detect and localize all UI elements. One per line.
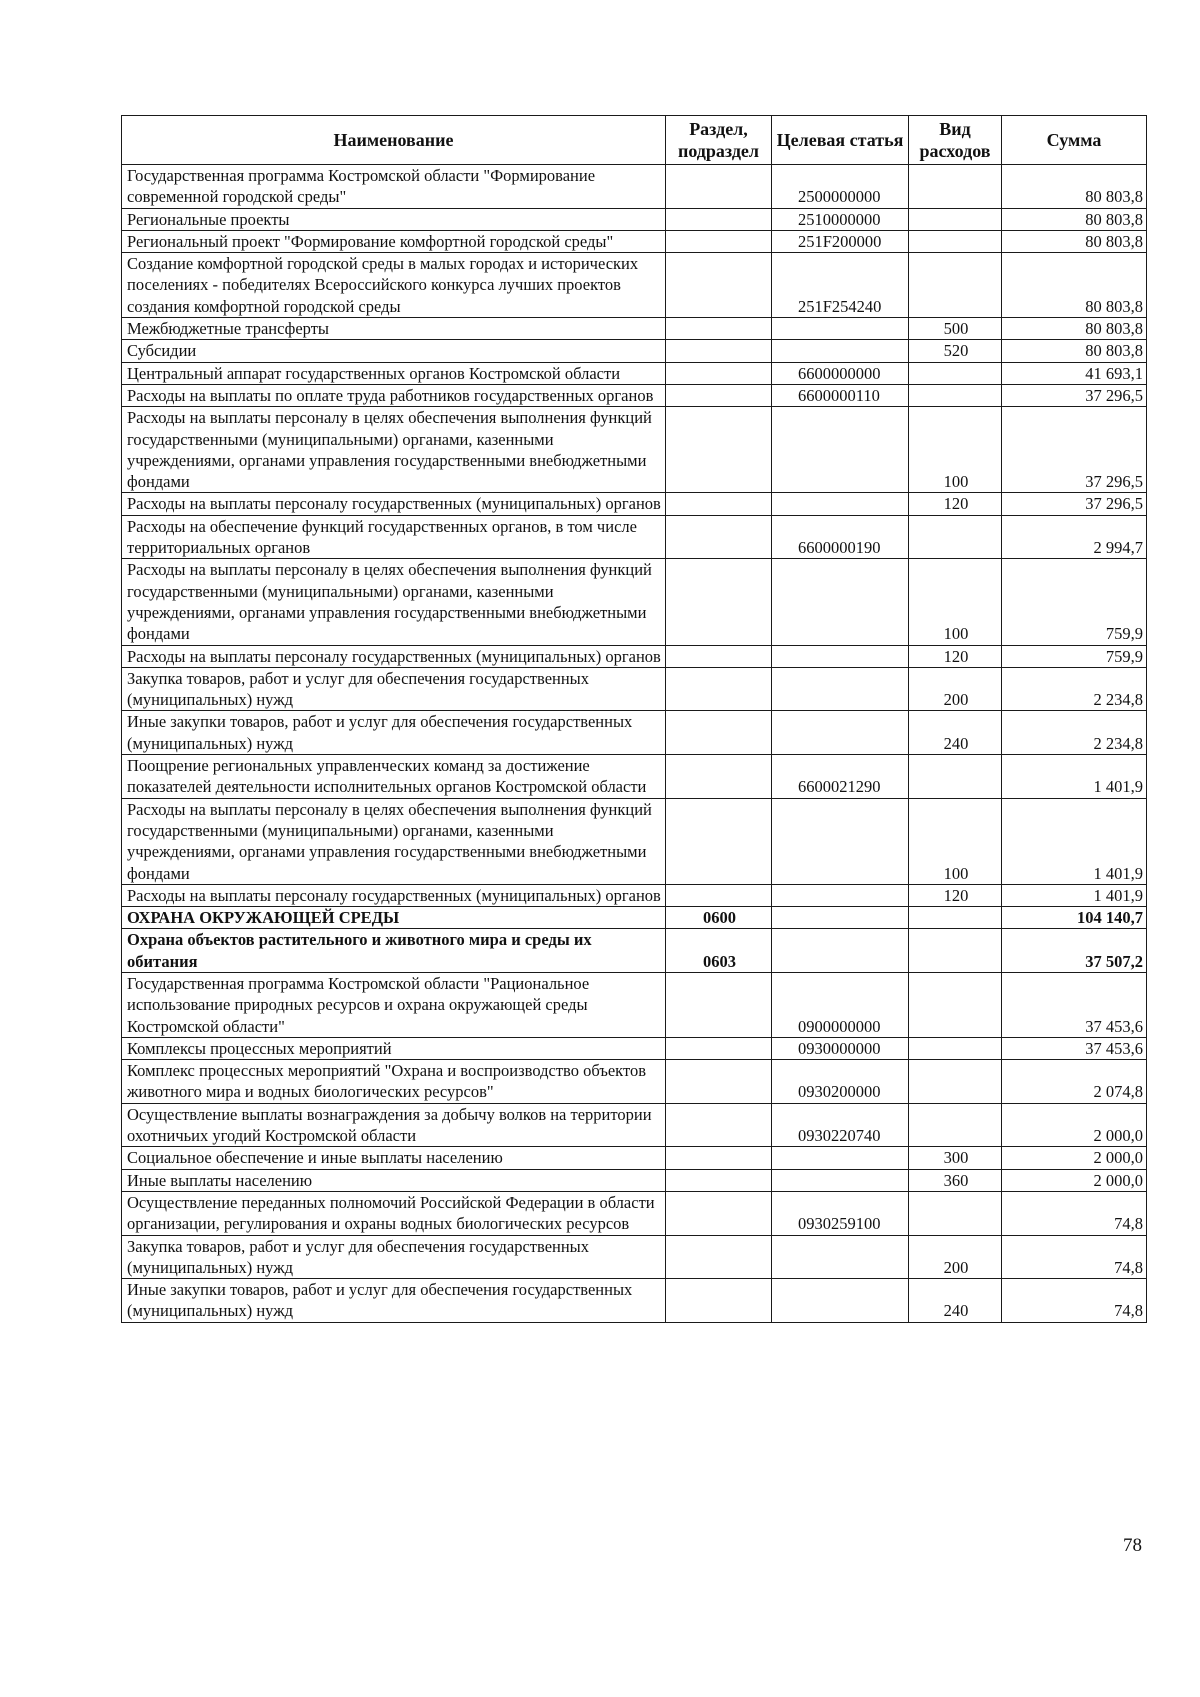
header-row bbox=[122, 116, 1147, 165]
table-row bbox=[122, 711, 1147, 755]
row-target bbox=[772, 318, 909, 340]
row-name: Комплекс процессных мероприятий "Охрана и воспроизводство объектов животного мира и водных биологических ресурсов" bbox=[122, 1060, 666, 1104]
table-row bbox=[122, 1279, 1147, 1323]
row-section: 0603 bbox=[666, 929, 772, 973]
row-section bbox=[666, 972, 772, 1037]
table-row bbox=[122, 493, 1147, 515]
row-target: 6600021290 bbox=[772, 755, 909, 799]
row-kind bbox=[909, 165, 1002, 209]
row-name: Региональные проекты bbox=[122, 208, 666, 230]
budget-table bbox=[121, 115, 1147, 1323]
row-section bbox=[666, 165, 772, 209]
row-kind bbox=[909, 362, 1002, 384]
row-target bbox=[772, 798, 909, 884]
row-target: 0930220740 bbox=[772, 1103, 909, 1147]
table-row bbox=[122, 929, 1147, 973]
row-sum: 74,8 bbox=[1002, 1235, 1147, 1279]
row-target bbox=[772, 1279, 909, 1323]
row-section bbox=[666, 884, 772, 906]
row-name: Иные закупки товаров, работ и услуг для обеспечения государственных (муниципальных) нужд bbox=[122, 1279, 666, 1323]
row-target: 6600000110 bbox=[772, 384, 909, 406]
row-target: 6600000000 bbox=[772, 362, 909, 384]
row-sum: 2 000,0 bbox=[1002, 1147, 1147, 1169]
row-section: 0600 bbox=[666, 907, 772, 929]
row-target bbox=[772, 907, 909, 929]
table-row bbox=[122, 340, 1147, 362]
row-target bbox=[772, 407, 909, 493]
table-row bbox=[122, 515, 1147, 559]
row-kind: 200 bbox=[909, 667, 1002, 711]
row-section bbox=[666, 515, 772, 559]
table-row bbox=[122, 253, 1147, 318]
row-section bbox=[666, 559, 772, 645]
row-sum: 1 401,9 bbox=[1002, 884, 1147, 906]
row-target bbox=[772, 1147, 909, 1169]
row-name: Создание комфортной городской среды в малых городах и исторических поселениях - победителях Всероссийского конкурса лучших проектов создания комфортной городской среды bbox=[122, 253, 666, 318]
row-kind: 500 bbox=[909, 318, 1002, 340]
row-kind: 360 bbox=[909, 1169, 1002, 1191]
row-sum: 104 140,7 bbox=[1002, 907, 1147, 929]
row-kind: 240 bbox=[909, 711, 1002, 755]
row-kind: 120 bbox=[909, 493, 1002, 515]
row-sum: 74,8 bbox=[1002, 1279, 1147, 1323]
row-kind bbox=[909, 1191, 1002, 1235]
row-section bbox=[666, 318, 772, 340]
row-sum: 2 000,0 bbox=[1002, 1169, 1147, 1191]
row-sum: 1 401,9 bbox=[1002, 755, 1147, 799]
row-target: 251F200000 bbox=[772, 230, 909, 252]
row-kind: 120 bbox=[909, 645, 1002, 667]
row-name: ОХРАНА ОКРУЖАЮЩЕЙ СРЕДЫ bbox=[122, 907, 666, 929]
row-kind bbox=[909, 1060, 1002, 1104]
row-sum: 2 234,8 bbox=[1002, 667, 1147, 711]
table-row bbox=[122, 230, 1147, 252]
row-name: Расходы на выплаты персоналу государственных (муниципальных) органов bbox=[122, 493, 666, 515]
table-row bbox=[122, 165, 1147, 209]
row-kind bbox=[909, 208, 1002, 230]
table-row bbox=[122, 798, 1147, 884]
header-target: Целевая статья bbox=[772, 116, 909, 165]
row-section bbox=[666, 340, 772, 362]
row-target bbox=[772, 929, 909, 973]
row-kind bbox=[909, 972, 1002, 1037]
row-sum: 37 296,5 bbox=[1002, 493, 1147, 515]
row-target bbox=[772, 645, 909, 667]
row-target bbox=[772, 711, 909, 755]
row-name: Расходы на выплаты персоналу государственных (муниципальных) органов bbox=[122, 645, 666, 667]
row-name: Поощрение региональных управленческих команд за достижение показателей деятельности исполнительных органов Костромской области bbox=[122, 755, 666, 799]
row-sum: 2 074,8 bbox=[1002, 1060, 1147, 1104]
row-section bbox=[666, 1060, 772, 1104]
header-sum: Сумма bbox=[1002, 116, 1147, 165]
row-target bbox=[772, 493, 909, 515]
row-name: Осуществление переданных полномочий Российской Федерации в области организации, регулирования и охраны водных биологических ресурсов bbox=[122, 1191, 666, 1235]
row-target bbox=[772, 1169, 909, 1191]
row-section bbox=[666, 1191, 772, 1235]
row-sum: 37 507,2 bbox=[1002, 929, 1147, 973]
row-name: Межбюджетные трансферты bbox=[122, 318, 666, 340]
row-sum: 80 803,8 bbox=[1002, 208, 1147, 230]
row-name: Расходы на выплаты персоналу государственных (муниципальных) органов bbox=[122, 884, 666, 906]
row-kind bbox=[909, 1037, 1002, 1059]
row-name: Охрана объектов растительного и животного мира и среды их обитания bbox=[122, 929, 666, 973]
row-target: 0900000000 bbox=[772, 972, 909, 1037]
row-sum: 2 000,0 bbox=[1002, 1103, 1147, 1147]
row-sum: 80 803,8 bbox=[1002, 340, 1147, 362]
row-kind: 300 bbox=[909, 1147, 1002, 1169]
row-sum: 80 803,8 bbox=[1002, 230, 1147, 252]
header-section: Раздел, подраздел bbox=[666, 116, 772, 165]
row-kind bbox=[909, 230, 1002, 252]
row-name: Социальное обеспечение и иные выплаты населению bbox=[122, 1147, 666, 1169]
row-sum: 1 401,9 bbox=[1002, 798, 1147, 884]
table-row bbox=[122, 972, 1147, 1037]
row-section bbox=[666, 1235, 772, 1279]
table-row bbox=[122, 318, 1147, 340]
table-row bbox=[122, 1235, 1147, 1279]
row-target: 2510000000 bbox=[772, 208, 909, 230]
row-target: 0930000000 bbox=[772, 1037, 909, 1059]
row-kind bbox=[909, 1103, 1002, 1147]
row-name: Расходы на выплаты персоналу в целях обеспечения выполнения функций государственными (муниципальными) органами, казенными учреждениями, органами управления государственными внебюджетными фондами bbox=[122, 798, 666, 884]
row-name: Закупка товаров, работ и услуг для обеспечения государственных (муниципальных) нужд bbox=[122, 1235, 666, 1279]
row-section bbox=[666, 667, 772, 711]
table-row bbox=[122, 1147, 1147, 1169]
row-kind bbox=[909, 384, 1002, 406]
row-target: 0930259100 bbox=[772, 1191, 909, 1235]
row-name: Государственная программа Костромской области "Рациональное использование природных ресурсов и охрана окружающей среды Костромской области" bbox=[122, 972, 666, 1037]
table-row bbox=[122, 884, 1147, 906]
row-section bbox=[666, 230, 772, 252]
row-name: Центральный аппарат государственных органов Костромской области bbox=[122, 362, 666, 384]
row-name: Расходы на выплаты по оплате труда работников государственных органов bbox=[122, 384, 666, 406]
row-kind bbox=[909, 907, 1002, 929]
table-row bbox=[122, 1103, 1147, 1147]
row-kind bbox=[909, 755, 1002, 799]
row-kind: 100 bbox=[909, 559, 1002, 645]
row-target bbox=[772, 667, 909, 711]
row-name: Закупка товаров, работ и услуг для обеспечения государственных (муниципальных) нужд bbox=[122, 667, 666, 711]
table-row bbox=[122, 1060, 1147, 1104]
row-section bbox=[666, 1279, 772, 1323]
row-sum: 759,9 bbox=[1002, 559, 1147, 645]
row-kind: 100 bbox=[909, 798, 1002, 884]
row-section bbox=[666, 798, 772, 884]
row-kind bbox=[909, 515, 1002, 559]
table-row bbox=[122, 208, 1147, 230]
row-name: Региональный проект "Формирование комфортной городской среды" bbox=[122, 230, 666, 252]
row-target bbox=[772, 1235, 909, 1279]
row-sum: 80 803,8 bbox=[1002, 253, 1147, 318]
row-sum: 2 994,7 bbox=[1002, 515, 1147, 559]
row-name: Иные выплаты населению bbox=[122, 1169, 666, 1191]
row-sum: 2 234,8 bbox=[1002, 711, 1147, 755]
row-target bbox=[772, 559, 909, 645]
table-row bbox=[122, 755, 1147, 799]
row-section bbox=[666, 407, 772, 493]
row-target: 6600000190 bbox=[772, 515, 909, 559]
row-section bbox=[666, 208, 772, 230]
row-section bbox=[666, 755, 772, 799]
row-sum: 37 453,6 bbox=[1002, 1037, 1147, 1059]
row-section bbox=[666, 384, 772, 406]
row-name: Комплексы процессных мероприятий bbox=[122, 1037, 666, 1059]
row-section bbox=[666, 493, 772, 515]
header-kind: Вид расходов bbox=[909, 116, 1002, 165]
row-sum: 759,9 bbox=[1002, 645, 1147, 667]
table-row bbox=[122, 384, 1147, 406]
row-kind bbox=[909, 929, 1002, 973]
table-row bbox=[122, 362, 1147, 384]
row-name: Иные закупки товаров, работ и услуг для обеспечения государственных (муниципальных) нужд bbox=[122, 711, 666, 755]
row-section bbox=[666, 645, 772, 667]
row-sum: 80 803,8 bbox=[1002, 318, 1147, 340]
table-row bbox=[122, 1169, 1147, 1191]
table-body bbox=[122, 165, 1147, 1323]
row-name: Государственная программа Костромской области "Формирование современной городской среды" bbox=[122, 165, 666, 209]
row-name: Расходы на выплаты персоналу в целях обеспечения выполнения функций государственными (муниципальными) органами, казенными учреждениями, органами управления государственными внебюджетными фондами bbox=[122, 559, 666, 645]
table-row bbox=[122, 907, 1147, 929]
table-row bbox=[122, 1037, 1147, 1059]
row-target: 0930200000 bbox=[772, 1060, 909, 1104]
row-section bbox=[666, 1147, 772, 1169]
row-kind: 520 bbox=[909, 340, 1002, 362]
row-kind bbox=[909, 253, 1002, 318]
row-kind: 200 bbox=[909, 1235, 1002, 1279]
table-row bbox=[122, 1191, 1147, 1235]
row-name: Осуществление выплаты вознаграждения за добычу волков на территории охотничьих угодий Костромской области bbox=[122, 1103, 666, 1147]
row-name: Расходы на выплаты персоналу в целях обеспечения выполнения функций государственными (муниципальными) органами, казенными учреждениями, органами управления государственными внебюджетными фондами bbox=[122, 407, 666, 493]
row-target bbox=[772, 340, 909, 362]
table-row bbox=[122, 645, 1147, 667]
row-kind: 120 bbox=[909, 884, 1002, 906]
row-sum: 37 296,5 bbox=[1002, 407, 1147, 493]
row-sum: 37 296,5 bbox=[1002, 384, 1147, 406]
row-sum: 41 693,1 bbox=[1002, 362, 1147, 384]
row-section bbox=[666, 711, 772, 755]
row-name: Субсидии bbox=[122, 340, 666, 362]
row-section bbox=[666, 1103, 772, 1147]
row-name: Расходы на обеспечение функций государственных органов, в том числе территориальных органов bbox=[122, 515, 666, 559]
row-sum: 74,8 bbox=[1002, 1191, 1147, 1235]
row-target bbox=[772, 884, 909, 906]
row-section bbox=[666, 362, 772, 384]
row-sum: 37 453,6 bbox=[1002, 972, 1147, 1037]
row-section bbox=[666, 253, 772, 318]
table-row bbox=[122, 407, 1147, 493]
page-number: 78 bbox=[1123, 1535, 1142, 1556]
row-kind: 100 bbox=[909, 407, 1002, 493]
row-sum: 80 803,8 bbox=[1002, 165, 1147, 209]
table-row bbox=[122, 667, 1147, 711]
row-section bbox=[666, 1037, 772, 1059]
header-name: Наименование bbox=[122, 116, 666, 165]
table-row bbox=[122, 559, 1147, 645]
row-target: 251F254240 bbox=[772, 253, 909, 318]
row-target: 2500000000 bbox=[772, 165, 909, 209]
row-kind: 240 bbox=[909, 1279, 1002, 1323]
row-section bbox=[666, 1169, 772, 1191]
